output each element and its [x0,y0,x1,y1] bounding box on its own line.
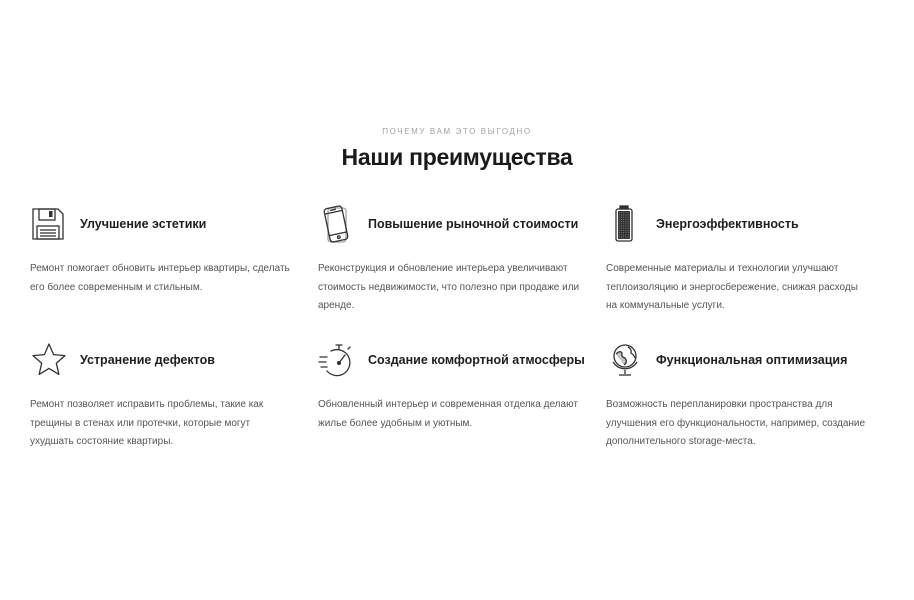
feature-title: Функциональная оптимизация [656,353,848,367]
feature-card-market-value [318,204,583,316]
feature-description: Современные материалы и технологии улучшают теплоизоляцию и энергосбережение, снижая расходы на коммунальные услуги. [606,263,858,311]
feature-description: Ремонт помогает обновить интерьер квартиры, сделать его более современным и стильным. [30,263,290,293]
feature-card-comfort [318,340,583,433]
feature-description: Обновленный интерьер и современная отделка делают жилье более удобным и уютным. [318,399,578,429]
feature-card-optimization [606,340,871,452]
smartphone-icon [318,204,358,244]
feature-title: Устранение дефектов [80,353,215,367]
globe-icon [606,340,646,380]
feature-description: Реконструкция и обновление интерьера увеличивают стоимость недвижимости, что полезно при продаже или аренде. [318,263,580,311]
feature-description: Возможность перепланировки пространства для улучшения его функциональности, например, создание дополнительного storage-места. [606,399,866,447]
feature-title: Создание комфортной атмосферы [368,353,585,367]
feature-description: Ремонт позволяет исправить проблемы, такие как трещины в стенах или протечки, которые могут ухудшать состояние квартиры. [30,399,264,447]
floppy-disk-icon [30,204,70,244]
battery-icon [606,204,646,244]
star-icon [30,340,70,380]
section-title: Наши преимущества [341,144,573,170]
feature-card-aesthetics [30,204,295,297]
feature-title: Улучшение эстетики [80,217,207,231]
feature-card-energy [606,204,871,316]
feature-title: Энергоэффективность [656,217,799,231]
feature-title: Повышение рыночной стоимости [368,217,579,231]
feature-card-defects [30,340,295,452]
section-eyebrow: ПОЧЕМУ ВАМ ЭТО ВЫГОДНО [382,127,532,136]
stopwatch-icon [318,340,358,380]
